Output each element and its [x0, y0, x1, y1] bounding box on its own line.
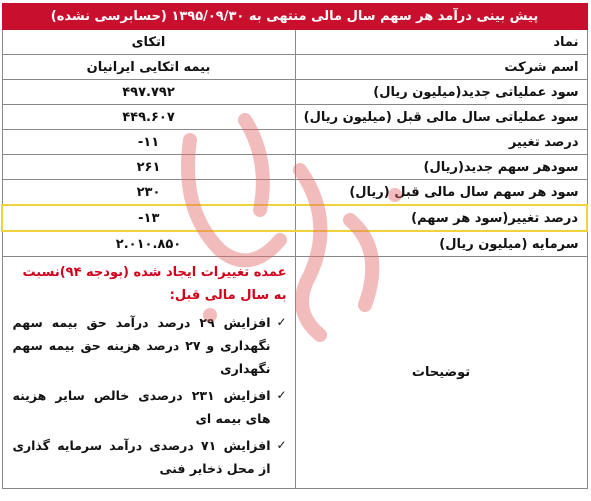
list-item-text: افزایش ۷۱ درصدی درآمد سرمایه گذاری از محل ذخایر فنی — [12, 438, 271, 476]
row-eps-change-percent — [2, 205, 587, 231]
row-value: ۱۱- — [2, 130, 295, 155]
list-item — [13, 384, 287, 430]
row-label: سود هر سهم سال مالی قبل (ریال) — [295, 180, 587, 206]
row-value: ۲۶۱ — [2, 155, 295, 180]
row-description — [2, 257, 587, 489]
row-label: درصد تغییر(سود هر سهم) — [295, 205, 587, 231]
checkmark-icon: ✓ — [276, 438, 287, 452]
row-value: اتکای — [2, 30, 295, 55]
row-new-operating-profit — [2, 80, 587, 105]
row-value: ۲.۰۱۰.۸۵۰ — [2, 231, 295, 257]
row-value: ۴۹۷.۷۹۲ — [2, 80, 295, 105]
list-item-text: افزایش ۲۹ درصد درآمد حق بیمه سهم نگهداری و ۲۷ درصد هزینه حق بیمه سهم نگهداری — [12, 315, 271, 376]
description-title: عمده تغییرات ایجاد شده (بودجه ۹۴)نسبت به سال مالی قبل: — [22, 265, 287, 303]
checkmark-icon: ✓ — [276, 388, 287, 402]
row-value: ۴۴۹.۶۰۷ — [2, 105, 295, 130]
description-label: توضیحات — [295, 257, 587, 489]
row-label: درصد تغییر — [295, 130, 587, 155]
list-item — [13, 311, 287, 380]
row-prev-operating-profit — [2, 105, 587, 130]
row-label: نماد — [295, 30, 587, 55]
row-label: سرمایه (میلیون ریال) — [295, 231, 587, 257]
row-symbol — [2, 30, 587, 55]
row-label: سود عملیاتی جدید(میلیون ریال) — [295, 80, 587, 105]
row-value: ۲۳۰ — [2, 180, 295, 206]
table-header-row — [2, 4, 587, 30]
row-label: سودهر سهم جدید(ریال) — [295, 155, 587, 180]
row-new-eps — [2, 155, 587, 180]
description-list — [13, 311, 287, 480]
row-value: بیمه اتکایی ایرانیان — [2, 55, 295, 80]
eps-forecast-table — [1, 3, 588, 489]
row-change-percent — [2, 130, 587, 155]
row-company-name — [2, 55, 587, 80]
list-item — [13, 434, 287, 480]
eps-forecast-table-wrap — [3, 3, 588, 498]
checkmark-icon: ✓ — [276, 315, 287, 329]
row-value: ۱۳- — [2, 205, 295, 231]
row-prev-eps — [2, 180, 587, 206]
row-label: سود عملیاتی سال مالی قبل (میلیون ریال) — [295, 105, 587, 130]
row-label: اسم شرکت — [295, 55, 587, 80]
row-capital — [2, 231, 587, 257]
description-content — [2, 257, 295, 489]
table-title: پیش بینی درآمد هر سهم سال مالی منتهی به ۱۳۹۵/۰۹/۳۰ (حسابرسی نشده) — [2, 4, 587, 30]
list-item-text: افزایش ۲۳۱ درصدی خالص سایر هزینه های بیمه ای — [12, 388, 271, 426]
